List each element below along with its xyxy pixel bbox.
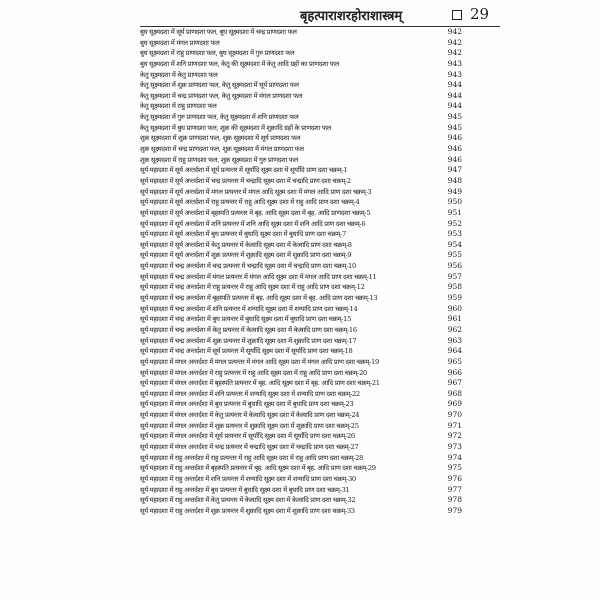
entry-title: सूर्य महादशा में मंगल अन्तर्दशा में बुध प्रत्यन्तर में बुधादि सूक्ष्म दशा में बुधादि प्राण दशा चक्रम्-23 — [140, 400, 354, 409]
entry-page-number: 943 — [447, 58, 462, 68]
contents-entry — [0, 272, 600, 283]
entry-page-number: 951 — [447, 207, 462, 217]
entry-page-number: 948 — [447, 175, 462, 185]
square-ornament-icon — [452, 10, 462, 20]
entry-page-number: 955 — [447, 250, 462, 260]
contents-entry — [0, 101, 600, 112]
contents-entry — [0, 421, 600, 432]
entry-title: सूर्य महादशा में चन्द्र अन्तर्दशा में मंगल प्रत्यन्तर में मंगल आदि सूक्ष्म दशा में मंगल आदि प्राण दशा चक्रम्-11 — [140, 272, 377, 281]
entry-page-number: 978 — [447, 495, 462, 505]
entry-title: सूर्य महादशा में चन्द्र अन्तर्दशा में केतु प्रत्यन्तर में केत्वादि सूक्ष्म दशा में केत्वादि प्राण दशा चक्रम्-16 — [140, 325, 357, 334]
entry-page-number: 944 — [447, 101, 462, 111]
entry-title: केतु सूक्ष्मदशा में केतु प्राणदशा फल — [140, 70, 218, 79]
entry-page-number: 964 — [447, 346, 462, 356]
entry-title: सूर्य महादशा में सूर्य अन्तर्दशा में राहु प्रत्यन्तर में राहु आदि सूक्ष्म दशा में राहु आदि प्राण दशा चक्रम्-4 — [140, 198, 360, 207]
entry-page-number: 960 — [447, 303, 462, 313]
contents-entry — [0, 495, 600, 506]
contents-entry — [0, 336, 600, 347]
entry-title: सूर्य महादशा में मंगल अन्तर्दशा में राहु प्रत्यन्तर में राहु आदि सूक्ष्म दशा में राहु आदि प्राण दशा चक्रम्-20 — [140, 368, 367, 377]
entry-title: केतु सूक्ष्मदशा में शुक्र प्राणदशा फल, केतु सूक्ष्मदशा में सूर्य प्राणदशा फल — [140, 81, 299, 90]
entry-page-number: 945 — [447, 122, 462, 132]
entry-title: बुध सूक्ष्मदशा में सूर्य प्राणदशा फल, बुध सूक्ष्मदशा में चन्द्र प्राणदशा फल — [140, 28, 297, 36]
entry-title: सूर्य महादशा में मंगल अन्तर्दशा में बृहस्पति प्रत्यन्तर में बृह. आदि सूक्ष्म दशा में बृह. आदि प्राण दशा चक्रम्-21 — [140, 379, 380, 388]
entry-page-number: 967 — [447, 378, 462, 388]
entry-title: सूर्य महादशा में सूर्य अन्तर्दशा में बुध प्रत्यन्तर में बुधादि सूक्ष्म दशा में बुधादि प्राण दशा चक्रम्-7 — [140, 230, 346, 239]
entry-title: सूर्य महादशा में सूर्य अन्तर्दशा में केतु प्रत्यन्तर में केत्वादि सूक्ष्म दशा में केत्वादि प्राण दशा चक्रम्-8 — [140, 240, 352, 249]
entry-page-number: 944 — [447, 80, 462, 90]
entry-title: केतु सूक्ष्मदशा में गुरु प्राणदशा फल, केतु सूक्ष्मदशा में शनि प्राणदशा फल — [140, 113, 299, 122]
running-header — [0, 4, 600, 24]
contents-entry — [0, 368, 600, 379]
entry-title: सूर्य महादशा में सूर्य अन्तर्दशा में शनि प्रत्यन्तर में शनि आदि सूक्ष्म दशा में शनि आदि प्राण दशा चक्रम्-6 — [140, 219, 366, 228]
entry-page-number: 961 — [447, 314, 462, 324]
entry-title: शुक्र सूक्ष्मदशा में चन्द्र प्राणदशा फल, शुक्र सूक्ष्मदशा में मंगल प्राणदशा फल — [140, 145, 304, 154]
entry-title: सूर्य महादशा में चन्द्र अन्तर्दशा में सूर्य प्रत्यन्तर में सूर्यादि सूक्ष्म दशा में सूर्यादि प्राण दशा चक्रम्-18 — [140, 347, 353, 356]
contents-entry — [0, 389, 600, 400]
contents-entry — [0, 187, 600, 198]
contents-entry — [0, 59, 600, 70]
entry-page-number: 972 — [447, 431, 462, 441]
contents-entry — [0, 506, 600, 517]
entry-page-number: 974 — [447, 452, 462, 462]
entry-title: बुध सूक्ष्मदशा में राहु प्राणदशा फल, बुध सूक्ष्मदशा में गुरु प्राणदशा फल — [140, 49, 295, 58]
contents-entry — [0, 165, 600, 176]
entry-page-number: 970 — [447, 410, 462, 420]
contents-entry — [0, 463, 600, 474]
contents-entry — [0, 208, 600, 219]
entry-title: सूर्य महादशा में राहु अन्तर्दशा में केतु प्रत्यन्तर में केत्वादि सूक्ष्म दशा में केत्वादि प्राण दशा चक्रम्-32 — [140, 496, 356, 505]
entry-page-number: 942 — [447, 48, 462, 58]
contents-entry — [0, 240, 600, 251]
contents-entry — [0, 325, 600, 336]
entry-page-number: 979 — [447, 505, 462, 515]
entry-page-number: 944 — [447, 90, 462, 100]
entry-page-number: 945 — [447, 112, 462, 122]
contents-entry — [0, 48, 600, 59]
entry-title: सूर्य महादशा में मंगल अन्तर्दशा में सूर्य प्रत्यन्तर में सूर्यादि सूक्ष्म दशा में सूर्यादि प्राण दशा चक्रम्-26 — [140, 432, 355, 441]
contents-entry — [0, 304, 600, 315]
contents-entry — [0, 155, 600, 166]
entry-page-number: 946 — [447, 154, 462, 164]
contents-entry — [0, 112, 600, 123]
entry-title: केतु सूक्ष्मदशा में बुध प्राणदशा फल, शुक्र की सूक्ष्मदशा में शुक्रादि ग्रहों के प्राणदशा फल — [140, 123, 332, 132]
entry-page-number: 975 — [447, 463, 462, 473]
entry-title: सूर्य महादशा में सूर्य अन्तर्दशा में मंगल प्रत्यन्तर में मंगल आदि सूक्ष्म दशा में मंगल आदि प्राण दशा चक्रम्-3 — [140, 187, 372, 196]
entry-page-number: 965 — [447, 356, 462, 366]
entry-title: शुक्र सूक्ष्मदशा में राहु प्राणदशा फल, शुक्र सूक्ष्मदशा में गुरु प्राणदशा फल — [140, 155, 298, 164]
entry-title: सूर्य महादशा में चन्द्र अन्तर्दशा में शुक्र प्रत्यन्तर में शुक्रादि सूक्ष्म दशा में शुक्रादि प्राण दशा चक्रम्-17 — [140, 336, 357, 345]
entry-title: सूर्य महादशा में चन्द्र अन्तर्दशा में बृहस्पति प्रत्यन्तर में बृह. आदि सूक्ष्म दशा में बृह. आदि प्राण दशा चक्रम्-13 — [140, 294, 378, 303]
contents-entry — [0, 485, 600, 496]
contents-entry — [0, 431, 600, 442]
entry-title: सूर्य महादशा में राहु अन्तर्दशा में राहु प्रत्यन्तर में राहु आदि सूक्ष्म दशा में राहु आदि प्राण दशा चक्रम्-28 — [140, 453, 363, 462]
entry-page-number: 946 — [447, 144, 462, 154]
contents-entry — [0, 123, 600, 134]
entry-title: शुक्र सूक्ष्मदशा में शुक्र प्राणदशा फल, शुक्र सूक्ष्मदशा में सूर्य प्राणदशा फल — [140, 134, 301, 143]
contents-entry — [0, 219, 600, 230]
entry-title: सूर्य महादशा में सूर्य अन्तर्दशा में सूर्य प्रत्यन्तर में सूर्यादि सूक्ष्म दशा में सूर्यादि प्राण दशा चक्रम्-1 — [140, 166, 348, 175]
contents-entry — [0, 176, 600, 187]
contents-entry — [0, 250, 600, 261]
contents-entry — [0, 357, 600, 368]
entry-title: सूर्य महादशा में चन्द्र अन्तर्दशा में शनि प्रत्यन्तर में शन्यादि सूक्ष्म दशा में शन्यादि प्राण दशा चक्रम्-14 — [140, 304, 358, 313]
contents-entry — [0, 293, 600, 304]
entry-page-number: 959 — [447, 293, 462, 303]
entry-title: सूर्य महादशा में राहु अन्तर्दशा में बृहस्पति प्रत्यन्तर में बृह. आदि सूक्ष्म दशा में बृह. आदि प्राण दशा चक्रम्-29 — [140, 464, 376, 473]
entry-page-number: 942 — [447, 27, 462, 36]
contents-entry — [0, 70, 600, 81]
contents-entry — [0, 261, 600, 272]
entry-title: सूर्य महादशा में सूर्य अन्तर्दशा में बृहस्पति प्रत्यन्तर में बृह. आदि सूक्ष्म दशा में बृह. आदि प्राणदशा चक्रम्-5 — [140, 208, 371, 217]
contents-entry — [0, 91, 600, 102]
entry-page-number: 957 — [447, 271, 462, 281]
contents-entry — [0, 144, 600, 155]
entry-page-number: 946 — [447, 133, 462, 143]
contents-entry — [0, 399, 600, 410]
entry-page-number: 942 — [447, 37, 462, 47]
entry-page-number: 968 — [447, 388, 462, 398]
entry-title: सूर्य महादशा में मंगल अन्तर्दशा में शनि प्रत्यन्तर में शन्यादि सूक्ष्म दशा में शन्यादि प्राण दशा चक्रम्-22 — [140, 389, 360, 398]
entry-page-number: 976 — [447, 473, 462, 483]
entry-page-number: 969 — [447, 399, 462, 409]
entry-title: सूर्य महादशा में मंगल अन्तर्दशा में केतु प्रत्यन्तर में केत्वादि सूक्ष्म दशा में केत्वादि प्राण दशा चक्रम्-24 — [140, 411, 360, 420]
entry-page-number: 956 — [447, 261, 462, 271]
contents-list — [0, 27, 600, 516]
contents-entry — [0, 314, 600, 325]
entry-title: सूर्य महादशा में राहु अन्तर्दशा में शुक्र प्रत्यन्तर में शुक्रादि सूक्ष्म दशा में शुक्रादि प्राण दशा चक्रम्-33 — [140, 506, 355, 515]
contents-entry — [0, 474, 600, 485]
contents-entry — [0, 282, 600, 293]
entry-page-number: 973 — [447, 441, 462, 451]
entry-page-number: 949 — [447, 186, 462, 196]
entry-title: सूर्य महादशा में चन्द्र अन्तर्दशा में चन्द्र प्रत्यन्तर में चन्द्रादि सूक्ष्म दशा में चन्द्रादि प्राण दशा चक्रम्-10 — [140, 262, 356, 271]
contents-entry — [0, 346, 600, 357]
entry-title: सूर्य महादशा में सूर्य अन्तर्दशा में शुक्र प्रत्यन्तर में शुक्रादि सूक्ष्म दशा में शुक्रादि प्राण दशा चक्रम्-9 — [140, 251, 352, 260]
contents-entry — [0, 410, 600, 421]
contents-entry — [0, 229, 600, 240]
entry-title: केतु सूक्ष्मदशा में चन्द्र प्राणदशा फल, केतु सूक्ष्मदशा में मंगल प्राणदशा फल — [140, 91, 303, 100]
entry-title: सूर्य महादशा में राहु अन्तर्दशा में शनि प्रत्यन्तर में शन्यादि सूक्ष्म दशा में शन्यादि प्राण दशा चक्रम्-30 — [140, 474, 356, 483]
entry-title: सूर्य महादशा में राहु अन्तर्दशा में बुध प्रत्यन्तर में बुधादि सूक्ष्म दशा में बुधादि प्राण दशा चक्रम्-31 — [140, 485, 350, 494]
entry-title: बुध सूक्ष्मदशा में मंगल प्राणदशा फल — [140, 38, 220, 47]
running-title: बृहत्पाराशरहोराशास्त्रम् — [300, 9, 403, 24]
contents-entry — [0, 80, 600, 91]
contents-entry — [0, 442, 600, 453]
entry-title: सूर्य महादशा में मंगल अन्तर्दशा में शुक्र प्रत्यन्तर में शुक्रादि सूक्ष्म दशा में शुक्रादि प्राण दशा चक्रम्-25 — [140, 421, 359, 430]
contents-entry — [0, 197, 600, 208]
contents-entry — [0, 38, 600, 49]
entry-title: सूर्य महादशा में मंगल अन्तर्दशा में मंगल प्रत्यन्तर में मंगल आदि सूक्ष्म दशा में मंगल आदि प्राण दशा चक्रम्-19 — [140, 357, 379, 366]
entry-title: सूर्य महादशा में सूर्य अन्तर्दशा में चन्द्र प्रत्यन्तर में चन्द्रादि सूक्ष्म दशा में चन्द्रादि प्राण दशा चक्रम्-2 — [140, 176, 351, 185]
entry-page-number: 954 — [447, 239, 462, 249]
entry-page-number: 966 — [447, 367, 462, 377]
entry-title: सूर्य महादशा में चन्द्र अन्तर्दशा में राहु प्रत्यन्तर में राहु आदि सूक्ष्म दशा में राहु आदि प्राण दशा चक्रम्-12 — [140, 283, 365, 292]
entry-title: सूर्य महादशा में चन्द्र अन्तर्दशा में बुध प्रत्यन्तर में बुधादि सूक्ष्म दशा में बुधादि प्राण दशा चक्रम्-15 — [140, 315, 352, 324]
entry-title: केतु सूक्ष्मदशा में राहु प्राणदशा फल — [140, 102, 217, 111]
entry-page-number: 952 — [447, 218, 462, 228]
entry-page-number: 962 — [447, 324, 462, 334]
entry-page-number: 947 — [447, 165, 462, 175]
entry-page-number: 977 — [447, 484, 462, 494]
entry-title: बुध सूक्ष्मदशा में शनि प्राणदशा फल, केतु की सूक्ष्मदशा में केतु आदि ग्रहों का प्राणदशा फल — [140, 59, 339, 68]
contents-entry — [0, 378, 600, 389]
entry-page-number: 971 — [447, 420, 462, 430]
entry-page-number: 953 — [447, 229, 462, 239]
page-number: 29 — [470, 5, 490, 23]
contents-entry — [0, 133, 600, 144]
entry-page-number: 943 — [447, 69, 462, 79]
entry-page-number: 958 — [447, 282, 462, 292]
contents-entry — [0, 453, 600, 464]
contents-entry — [0, 27, 600, 38]
entry-page-number: 950 — [447, 197, 462, 207]
entry-title: सूर्य महादशा में मंगल अन्तर्दशा में चन्द्र प्रत्यन्तर में चन्द्रादि सूक्ष्म दशा में चन्द्रादि प्राण दशा चक्रम्-27 — [140, 442, 359, 451]
entry-page-number: 963 — [447, 335, 462, 345]
